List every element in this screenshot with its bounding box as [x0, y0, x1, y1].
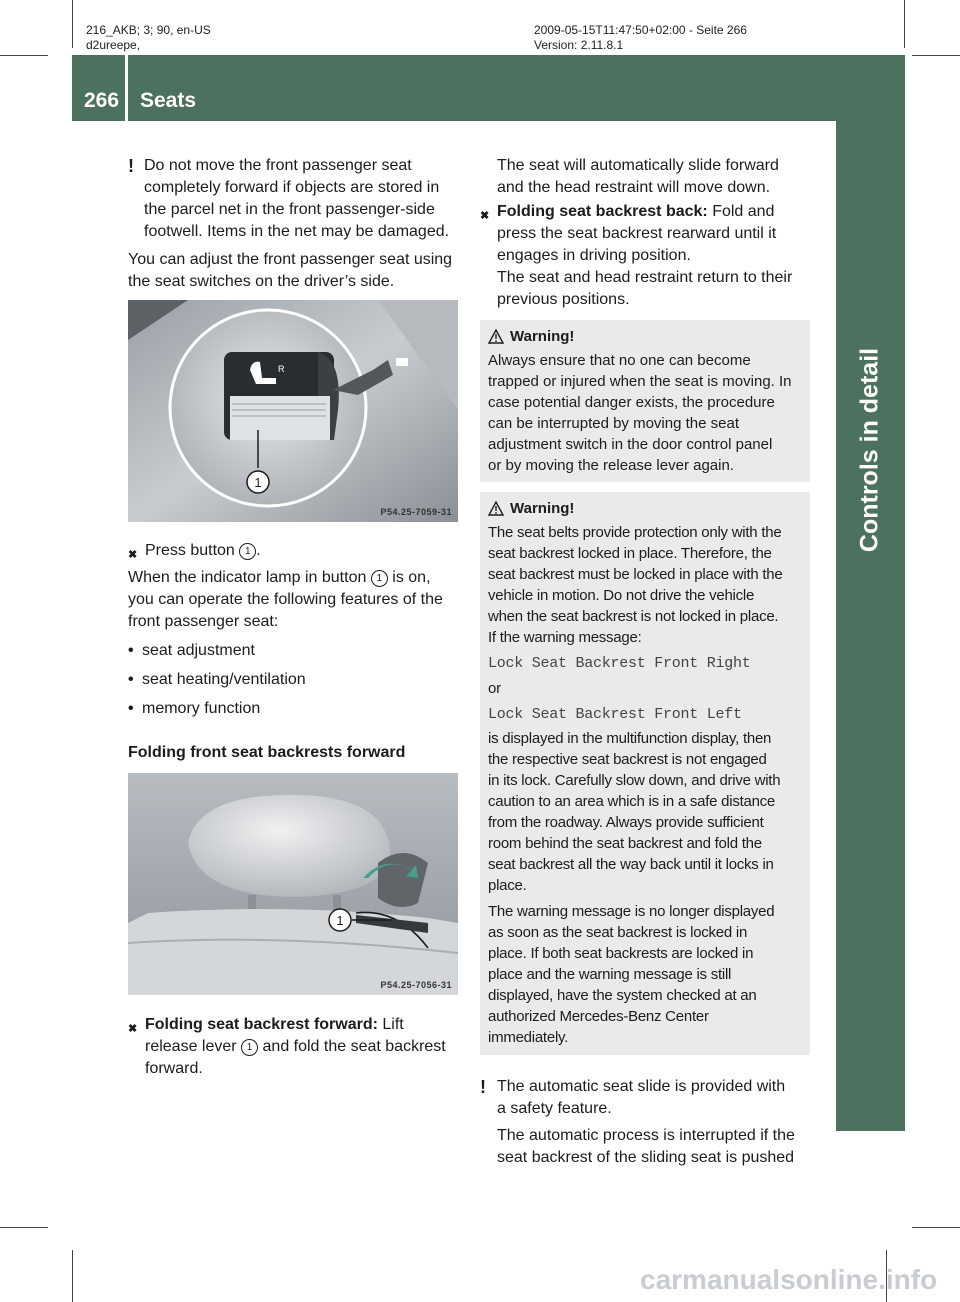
note-line: a safety feature.: [497, 1100, 612, 1117]
continued-paragraph: [497, 155, 817, 199]
warning-line: The warning message is no longer displayed: [488, 903, 775, 920]
warning-text: [488, 350, 792, 476]
step-text: previous positions.: [497, 291, 630, 308]
warning-line: the respective seat backrest is not engaged: [488, 751, 767, 768]
warning-line: from the roadway. Always provide sufficient: [488, 814, 764, 831]
warning-line: case potential danger exists, the procedure: [488, 394, 775, 411]
warning-line: can be interrupted by moving the seat: [488, 415, 739, 432]
step-arrow-icon: ✖: [128, 1023, 138, 1035]
warning-line: in its lock. Carefully slow down, and drive with: [488, 772, 781, 789]
page-title: Seats: [140, 89, 197, 112]
list-item: [128, 669, 462, 698]
step: [128, 540, 462, 562]
note-block: [480, 1076, 816, 1169]
step-title: Folding seat backrest forward:: [145, 1016, 378, 1033]
crop-mark: [72, 0, 73, 48]
section-heading: Folding front seat backrests forward: [128, 744, 406, 761]
note-mark: !: [128, 156, 134, 176]
warning-line: room behind the seat backrest and fold the: [488, 835, 762, 852]
warning-line: place. If both seat backrests are locked in: [488, 945, 754, 962]
list-item: [128, 640, 462, 669]
list-item: [128, 698, 462, 727]
paragraph-text: is on,: [392, 569, 431, 586]
warning-line: or by moving the release lever again.: [488, 457, 734, 474]
bullet-icon: •: [128, 700, 134, 717]
step-text: Press button: [145, 542, 235, 559]
step-text: press the seat backrest rearward until it: [497, 225, 777, 242]
callout-number: 1: [239, 543, 256, 560]
warning-box: [480, 320, 810, 482]
warning-line: seat backrest must be locked in place with the: [488, 566, 783, 583]
backrest-lever-illustration: [128, 773, 458, 995]
crop-mark: [912, 1227, 960, 1228]
step-text: release lever: [145, 1038, 237, 1055]
warning-line: trapped or injured when the seat is moving. In: [488, 373, 792, 390]
step-text-end: .: [256, 542, 261, 559]
paragraph: [128, 249, 462, 293]
step-arrow-icon: ✖: [480, 210, 490, 222]
warning-line: adjustment switch in the door control panel: [488, 436, 773, 453]
step-text: Fold and: [712, 203, 775, 220]
step: [128, 1014, 462, 1080]
paragraph-line: You can adjust the front passenger seat using: [128, 251, 453, 268]
note-mark: !: [480, 1077, 486, 1097]
warning-line: vehicle in motion. Do not drive the vehicle: [488, 587, 755, 604]
seat-switch-illustration: [128, 300, 458, 522]
print-meta-right-1: 2009-05-15T11:47:50+02:00 - Seite 266: [534, 23, 747, 37]
list-item-text: memory function: [142, 700, 261, 717]
warning-box: [480, 492, 810, 1055]
step-text: engages in driving position.: [497, 247, 691, 264]
paragraph-line: you can operate the following features of the: [128, 591, 443, 608]
paragraph-line: the seat switches on the driver’s side.: [128, 273, 395, 290]
note-block: [128, 155, 462, 243]
warning-line: immediately.: [488, 1029, 569, 1046]
step: [480, 201, 816, 311]
warning-line: is displayed in the multifunction display, then: [488, 730, 772, 747]
warning-text: [488, 522, 783, 1048]
warning-line: place and the warning message is still: [488, 966, 732, 983]
list-item-text: seat adjustment: [142, 642, 255, 659]
step-text: The seat and head restraint return to their: [497, 269, 793, 286]
crop-mark: [0, 55, 48, 56]
warning-line: as soon as the seat backrest is locked in: [488, 924, 748, 941]
side-tab-label: Controls in detail: [855, 347, 884, 553]
side-tab-band: [836, 121, 905, 1131]
bullet-list: [128, 640, 462, 727]
figure-backrest-lever: [128, 773, 458, 995]
step-arrow-icon: ✖: [128, 549, 138, 561]
display-message: Lock Seat Backrest Front Right: [488, 655, 751, 672]
warning-line: caution to an area which is in a safe distance: [488, 793, 776, 810]
crop-mark: [904, 0, 905, 48]
warning-triangle-icon: [488, 501, 504, 516]
callout-number: 1: [241, 1039, 258, 1056]
figure-callout: 1: [254, 475, 262, 490]
list-item-text: seat heating/ventilation: [142, 671, 306, 688]
figure-code: P54.25-7056-31: [380, 980, 452, 990]
header-divider: [125, 55, 128, 121]
print-meta-left-1: 216_AKB; 3; 90, en-US: [86, 23, 211, 37]
warning-line: The seat belts provide protection only with the: [488, 524, 782, 541]
warning-line: when the seat backrest is not locked in place.: [488, 608, 779, 625]
print-meta-left-2: d2ureepe,: [86, 38, 141, 52]
step-title: Folding seat backrest back:: [497, 203, 708, 220]
warning-line: displayed, have the system checked at an: [488, 987, 757, 1004]
figure-callout: 1: [336, 913, 344, 928]
crop-mark: [0, 1227, 48, 1228]
crop-mark: [912, 55, 960, 56]
note-line: The automatic seat slide is provided with: [497, 1078, 786, 1095]
bullet-icon: •: [128, 642, 134, 659]
paragraph-line: front passenger seat:: [128, 613, 279, 630]
print-meta-right-2: Version: 2.11.8.1: [534, 38, 624, 52]
warning-line: Always ensure that no one can become: [488, 352, 751, 369]
note-line: seat backrest of the sliding seat is pushed: [497, 1149, 795, 1166]
warning-title: Warning!: [510, 500, 575, 517]
warning-line: If the warning message:: [488, 629, 642, 646]
step-text: forward.: [145, 1060, 203, 1077]
note-line: The automatic process is interrupted if the: [497, 1127, 795, 1144]
warning-triangle-icon: [488, 329, 504, 344]
warning-line: seat backrest locked in place. Therefore, the: [488, 545, 772, 562]
paragraph-text: When the indicator lamp in button: [128, 569, 367, 586]
figure-code: P54.25-7059-31: [380, 507, 452, 517]
paragraph-line: The seat will automatically slide forward: [497, 157, 779, 174]
warning-line: seat backrest all the way back until it locks in: [488, 856, 774, 873]
crop-mark: [72, 1250, 73, 1302]
page-number: 266: [84, 89, 120, 112]
display-message: Lock Seat Backrest Front Left: [488, 706, 742, 723]
bullet-icon: •: [128, 671, 134, 688]
page-header: [72, 55, 905, 121]
paragraph-line: and the head restraint will move down.: [497, 179, 771, 196]
warning-title: Warning!: [510, 328, 575, 345]
warning-line: place.: [488, 877, 527, 894]
paragraph: [128, 567, 462, 633]
figure-seat-switch: [128, 300, 458, 522]
watermark: carmanualsonline.info: [640, 1264, 938, 1295]
step-text: Lift: [382, 1016, 404, 1033]
callout-number: 1: [371, 570, 388, 587]
step-text: and fold the seat backrest: [262, 1038, 446, 1055]
svg-text:R: R: [278, 364, 285, 374]
note-text: Do not move the front passenger seat completely forward if objects are stored in the parcel net in the front passenger-side footwell. Items in the net may be damaged.: [144, 157, 450, 240]
warning-line: authorized Mercedes-Benz Center: [488, 1008, 709, 1025]
warning-line: or: [488, 680, 501, 697]
